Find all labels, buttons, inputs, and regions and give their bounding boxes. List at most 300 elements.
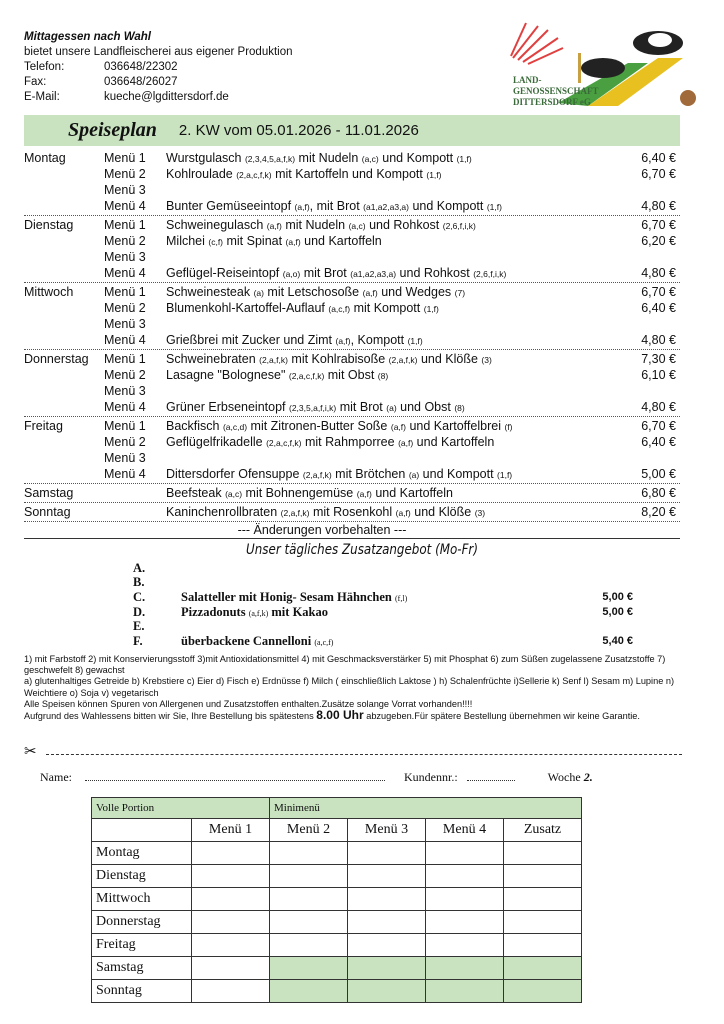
dish-text: Bunter Gemüseeintopf bbox=[166, 198, 295, 213]
dish bbox=[166, 217, 620, 234]
dish bbox=[166, 198, 620, 215]
dish-text: mit Nudeln bbox=[281, 217, 349, 232]
menu-row bbox=[24, 265, 680, 281]
week-value: 2. bbox=[583, 770, 593, 784]
allergen-codes: (f,l) bbox=[395, 593, 408, 603]
order-cell[interactable] bbox=[348, 934, 426, 957]
dish bbox=[181, 634, 573, 649]
menu-row bbox=[24, 198, 680, 214]
plan-title-band bbox=[24, 115, 680, 146]
extras-list bbox=[133, 561, 633, 649]
menu-row bbox=[24, 399, 680, 415]
order-text: abzugeben.Für spätere Bestellung übernehmen wir keine Garantie. bbox=[363, 711, 640, 722]
dish bbox=[166, 367, 620, 384]
dish-text: und Wedges bbox=[377, 284, 455, 299]
allergen-codes: (8) bbox=[377, 370, 389, 381]
allergen-codes: (2,a,f,k) bbox=[388, 354, 418, 365]
menu-number: Menü 1 bbox=[104, 285, 146, 299]
name-label: Name: bbox=[40, 770, 72, 784]
order-cell[interactable] bbox=[426, 934, 504, 957]
menu-row bbox=[24, 332, 680, 348]
menu-row bbox=[24, 351, 680, 367]
allergen-codes: (7) bbox=[454, 287, 466, 298]
day-block bbox=[24, 149, 680, 216]
menu-number: Menü 2 bbox=[104, 167, 146, 181]
dish-text: und Klöße bbox=[417, 351, 482, 366]
order-cell[interactable] bbox=[192, 888, 270, 911]
plan-week: 2. KW vom 05.01.2026 - 11.01.2026 bbox=[178, 122, 419, 139]
allergen-codes: (8) bbox=[454, 402, 465, 413]
price: 4,80 € bbox=[641, 266, 676, 280]
traces-note: Alle Speisen können Spuren von Allergenen und Zusatzstoffen enthalten.Zusätze solange Vorrat vorhanden!!!! bbox=[24, 698, 473, 709]
dish-text: Schweinesteak bbox=[166, 284, 254, 299]
allergen-codes: (a,f) bbox=[398, 437, 414, 448]
dish bbox=[166, 233, 620, 250]
cooperative-logo bbox=[508, 18, 708, 113]
dish-text: mit Rosenkohl bbox=[309, 504, 396, 519]
dish-text: Geflügel-Reiseintopf bbox=[166, 265, 283, 280]
allergen-codes: (a,f,k) bbox=[248, 608, 269, 618]
contact-row bbox=[24, 75, 293, 90]
allergen-codes: (2,6,f,i,k) bbox=[473, 268, 507, 279]
price: 5,00 € bbox=[602, 606, 633, 619]
menu-number: Menü 3 bbox=[104, 250, 146, 264]
order-row bbox=[92, 888, 582, 911]
footer-legend bbox=[24, 654, 714, 722]
price: 6,40 € bbox=[641, 435, 676, 449]
dish-text: , Kompott bbox=[350, 332, 408, 347]
week-label: Woche bbox=[547, 770, 581, 784]
dish-text: , mit Brot bbox=[309, 198, 364, 213]
price: 7,30 € bbox=[641, 352, 676, 366]
contact-label: Telefon: bbox=[24, 61, 65, 73]
day-name: Mittwoch bbox=[24, 285, 74, 299]
allergen-codes: (a1,a2,a3,a) bbox=[363, 201, 409, 212]
corner-cell bbox=[92, 819, 192, 842]
dish-text: Dittersdorfer Ofensuppe bbox=[166, 466, 303, 481]
order-cell[interactable] bbox=[192, 911, 270, 934]
dish-text: und Kartoffelbrei bbox=[406, 418, 505, 433]
dish bbox=[166, 418, 620, 435]
dish-text: und Kompott bbox=[409, 198, 487, 213]
price: 6,70 € bbox=[641, 167, 676, 181]
dish-text: mit Kartoffeln und Kompott bbox=[271, 166, 427, 181]
order-row bbox=[92, 842, 582, 865]
allergen-codes: (a,c,f) bbox=[328, 303, 351, 314]
dish-text: und Obst bbox=[396, 399, 455, 414]
menu-row bbox=[24, 233, 680, 249]
dish-text: Wurstgulasch bbox=[166, 150, 245, 165]
customer-number-label: Kundennr.: bbox=[404, 770, 458, 784]
scissors-icon: ✂ bbox=[24, 743, 37, 760]
order-cell[interactable] bbox=[192, 934, 270, 957]
day-block bbox=[24, 417, 680, 484]
allergen-codes: (1,f) bbox=[456, 153, 472, 164]
allergen-codes: (a,c) bbox=[225, 488, 243, 499]
menu-row bbox=[24, 316, 680, 332]
order-cell[interactable] bbox=[426, 888, 504, 911]
price: 6,80 € bbox=[641, 486, 676, 500]
dish bbox=[166, 332, 620, 349]
menu-number: Menü 3 bbox=[104, 384, 146, 398]
allergen-codes: (c,f) bbox=[208, 236, 224, 247]
allergen-codes: (1,f) bbox=[486, 201, 502, 212]
dish-text: mit Brot bbox=[300, 265, 351, 280]
menu-number: Menü 3 bbox=[104, 183, 146, 197]
day-name: Donnerstag bbox=[24, 352, 89, 366]
price: 6,40 € bbox=[641, 151, 676, 165]
price: 5,00 € bbox=[641, 467, 676, 481]
menu-row bbox=[24, 284, 680, 300]
allergen-codes: (3) bbox=[481, 354, 492, 365]
menu-row bbox=[24, 450, 680, 466]
menu-number: Menü 4 bbox=[104, 467, 146, 481]
dish-text: mit Nudeln bbox=[295, 150, 362, 165]
dish bbox=[166, 351, 620, 368]
dish-text: mit Kompott bbox=[350, 300, 424, 315]
allergen-codes: (1,f) bbox=[407, 335, 423, 346]
allergen-codes: (a) bbox=[386, 402, 397, 413]
customer-number-field[interactable] bbox=[467, 771, 515, 781]
allergen-codes: (2,3,4,5,a,f,k) bbox=[244, 153, 296, 164]
dish-text: und Klöße bbox=[410, 504, 475, 519]
allergen-codes: (2,a,c,f,k) bbox=[288, 370, 325, 381]
order-row bbox=[92, 957, 582, 980]
allergen-codes: (2,6,f,i,k) bbox=[442, 220, 476, 231]
column-header: Menü 3 bbox=[348, 819, 426, 842]
extra-item bbox=[133, 590, 633, 605]
allergen-codes: (a,f) bbox=[390, 421, 406, 432]
order-cell[interactable] bbox=[504, 842, 582, 865]
order-form-header bbox=[40, 770, 680, 785]
allergen-codes: (a1,a2,a3,a) bbox=[350, 268, 397, 279]
menu-number: Menü 1 bbox=[104, 352, 146, 366]
allergen-codes: (2,a,c,f,k) bbox=[266, 437, 302, 448]
allergens-legend: a) glutenhaltiges Getreide b) Krebstiere c) Eier d) Fisch e) Erdnüsse f) Milch ( einschließlich Laktose ) h) Schalenfrüchte i)Sellerie k) Senf l) Sesam m) Lupine n) Weichtiere o) Soja v) vegetarisch bbox=[24, 676, 675, 698]
menu-row bbox=[24, 434, 680, 450]
plan-title: Speiseplan bbox=[68, 119, 157, 141]
order-cell[interactable] bbox=[270, 911, 348, 934]
row-day: Sonntag bbox=[92, 980, 192, 1003]
extra-letter: A. bbox=[133, 560, 146, 575]
dish-text: und Rohkost bbox=[365, 217, 443, 232]
contact-value: 036648/26027 bbox=[104, 76, 178, 88]
dish bbox=[166, 300, 620, 317]
full-portion-header: Volle Portion bbox=[92, 798, 270, 819]
order-row bbox=[92, 911, 582, 934]
allergen-codes: (a,f) bbox=[356, 488, 372, 499]
order-cell[interactable] bbox=[348, 865, 426, 888]
order-cell[interactable] bbox=[348, 957, 426, 980]
allergen-codes: (a,f) bbox=[266, 220, 282, 231]
name-field[interactable] bbox=[85, 771, 385, 781]
order-cell[interactable] bbox=[270, 842, 348, 865]
dish-text: Pizzadonuts bbox=[181, 604, 249, 619]
cut-line bbox=[24, 743, 682, 760]
order-cell[interactable] bbox=[426, 842, 504, 865]
dish-text: mit Brot bbox=[336, 399, 387, 414]
order-time: 8.00 Uhr bbox=[316, 708, 364, 723]
day-block bbox=[24, 283, 680, 350]
additives-legend: 1) mit Farbstoff 2) mit Konservierungsstoff 3)mit Antioxidationsmittel 4) mit Geschmacksverstärker 5) mit Phosphat 6) zum Süßen zugelassene Zusatzstoffe 7) geschwefelt 8) gewachst bbox=[24, 654, 666, 676]
price: 4,80 € bbox=[641, 199, 676, 213]
extra-item bbox=[133, 561, 633, 576]
dish bbox=[166, 166, 620, 183]
dish-text: und Rohkost bbox=[396, 265, 474, 280]
order-row bbox=[92, 865, 582, 888]
order-cell[interactable] bbox=[504, 934, 582, 957]
order-cell[interactable] bbox=[348, 980, 426, 1003]
day-name: Samstag bbox=[24, 486, 74, 500]
logo-text: LAND- bbox=[513, 75, 542, 85]
order-cell[interactable] bbox=[504, 911, 582, 934]
order-cell[interactable] bbox=[426, 957, 504, 980]
extra-item bbox=[133, 634, 633, 649]
dish-text: und Kompott bbox=[419, 466, 498, 481]
dish-text: Salatteller mit Honig- Sesam Hähnchen bbox=[181, 589, 396, 604]
dish bbox=[181, 605, 573, 620]
price: 4,80 € bbox=[641, 333, 676, 347]
allergen-codes: (2,a,f,k) bbox=[280, 507, 310, 518]
extra-item bbox=[133, 605, 633, 620]
order-row bbox=[92, 980, 582, 1003]
row-day: Montag bbox=[92, 842, 192, 865]
contact-value: 036648/22302 bbox=[104, 61, 178, 73]
order-cell[interactable] bbox=[192, 865, 270, 888]
allergen-codes: (a) bbox=[408, 469, 420, 480]
menu-number: Menü 4 bbox=[104, 266, 146, 280]
menu-number: Menü 1 bbox=[104, 419, 146, 433]
menu-row bbox=[24, 300, 680, 316]
allergen-codes: (a,f) bbox=[395, 507, 411, 518]
menu-number: Menü 3 bbox=[104, 317, 146, 331]
dish-text: Geflügelfrikadelle bbox=[166, 434, 267, 449]
dish-text: Lasagne "Bolognese" bbox=[166, 367, 289, 382]
day-name: Montag bbox=[24, 151, 66, 165]
dish bbox=[166, 485, 620, 502]
extra-letter: C. bbox=[133, 589, 146, 604]
dish-text: Schweinebraten bbox=[166, 351, 260, 366]
dish bbox=[166, 504, 620, 521]
column-header: Menü 4 bbox=[426, 819, 504, 842]
allergen-codes: (a,c) bbox=[361, 153, 379, 164]
allergen-codes: (3) bbox=[474, 507, 486, 518]
dish bbox=[181, 590, 573, 605]
order-cell[interactable] bbox=[192, 980, 270, 1003]
row-day: Donnerstag bbox=[92, 911, 192, 934]
header-title: Mittagessen nach Wahl bbox=[24, 31, 151, 43]
order-cell[interactable] bbox=[270, 980, 348, 1003]
order-cell[interactable] bbox=[270, 888, 348, 911]
contact-row bbox=[24, 90, 293, 105]
contact-value: kueche@lgdittersdorf.de bbox=[104, 91, 229, 103]
order-cell[interactable] bbox=[348, 842, 426, 865]
price: 6,70 € bbox=[641, 419, 676, 433]
menu-row bbox=[24, 485, 680, 501]
allergen-codes: (a) bbox=[253, 287, 264, 298]
order-table bbox=[91, 797, 582, 1003]
allergen-codes: (f) bbox=[504, 421, 513, 432]
menu-number: Menü 2 bbox=[104, 368, 146, 382]
allergen-codes: (2,a,f,k) bbox=[259, 354, 288, 365]
day-block bbox=[24, 216, 680, 283]
mini-menu-header: Minimenü bbox=[270, 798, 582, 819]
order-cell[interactable] bbox=[192, 957, 270, 980]
allergen-codes: (2,a,c,f,k) bbox=[236, 169, 272, 180]
dish-text: mit Bohnengemüse bbox=[242, 485, 357, 500]
extras-title: Unser tägliches Zusatzangebot (Mo-Fr) bbox=[246, 542, 478, 558]
dish bbox=[166, 284, 620, 301]
menu-row bbox=[24, 383, 680, 399]
svg-text:DITTERSDORF eG: DITTERSDORF eG bbox=[513, 97, 591, 107]
menu-number: Menü 4 bbox=[104, 400, 146, 414]
extra-item bbox=[133, 619, 633, 634]
allergen-codes: (a,f) bbox=[294, 201, 310, 212]
extra-item bbox=[133, 576, 633, 591]
menu-row bbox=[24, 249, 680, 265]
menu-number: Menü 2 bbox=[104, 234, 146, 248]
price: 6,10 € bbox=[641, 368, 676, 382]
row-day: Dienstag bbox=[92, 865, 192, 888]
dish-text: mit Brötchen bbox=[331, 466, 409, 481]
menu-number: Menü 4 bbox=[104, 199, 146, 213]
dish-text: mit Obst bbox=[324, 367, 378, 382]
dish-text: mit Spinat bbox=[223, 233, 286, 248]
order-text: Aufgrund des Wahlessens bitten wir Sie, Ihre Bestellung bis spätestens bbox=[24, 711, 317, 722]
extra-letter: E. bbox=[133, 619, 145, 634]
order-cell[interactable] bbox=[426, 980, 504, 1003]
order-cell[interactable] bbox=[348, 911, 426, 934]
allergen-codes: (a,f) bbox=[362, 287, 378, 298]
allergen-codes: (2,a,f,k) bbox=[302, 469, 332, 480]
dish-text: Schweinegulasch bbox=[166, 217, 267, 232]
allergen-codes: (1,f) bbox=[426, 169, 442, 180]
allergen-codes: (1,f) bbox=[497, 469, 513, 480]
price: 5,00 € bbox=[602, 591, 633, 604]
dish-text: Kaninchenrollbraten bbox=[166, 504, 281, 519]
dish-text: mit Kohlrabisoße bbox=[287, 351, 389, 366]
order-cell[interactable] bbox=[504, 957, 582, 980]
price: 6,70 € bbox=[641, 285, 676, 299]
order-cell[interactable] bbox=[270, 957, 348, 980]
dish-text: und Kompott bbox=[378, 150, 457, 165]
menu-row bbox=[24, 150, 680, 166]
row-day: Freitag bbox=[92, 934, 192, 957]
changes-note: --- Änderungen vorbehalten --- bbox=[24, 522, 680, 539]
allergen-codes: (1,f) bbox=[423, 303, 439, 314]
menu-number: Menü 3 bbox=[104, 451, 146, 465]
allergen-codes: (a,c,f) bbox=[314, 637, 334, 647]
order-cell[interactable] bbox=[270, 934, 348, 957]
contact-label: E-Mail: bbox=[24, 91, 60, 103]
price: 5,40 € bbox=[602, 635, 633, 648]
dish-text: mit Zitronen-Butter Soße bbox=[247, 418, 391, 433]
svg-text:GENOSSENSCHAFT: GENOSSENSCHAFT bbox=[513, 86, 599, 96]
order-cell[interactable] bbox=[348, 888, 426, 911]
menu-row bbox=[24, 466, 680, 482]
header-subtitle: bietet unsere Landfleischerei aus eigener Produktion bbox=[24, 46, 293, 58]
menu-row bbox=[24, 504, 680, 520]
dish-text: und Kartoffeln bbox=[413, 434, 495, 449]
menu-number: Menü 1 bbox=[104, 218, 146, 232]
column-header: Menü 2 bbox=[270, 819, 348, 842]
day-block bbox=[24, 503, 680, 522]
menu-list bbox=[24, 149, 680, 539]
menu-row bbox=[24, 166, 680, 182]
day-name: Freitag bbox=[24, 419, 63, 433]
order-cell[interactable] bbox=[426, 911, 504, 934]
allergen-codes: (a,f) bbox=[335, 335, 351, 346]
order-cell[interactable] bbox=[270, 865, 348, 888]
price: 4,80 € bbox=[641, 400, 676, 414]
column-header: Menü 1 bbox=[192, 819, 270, 842]
dish-text: Beefsteak bbox=[166, 485, 226, 500]
dish-text: Blumenkohl-Kartoffel-Auflauf bbox=[166, 300, 329, 315]
menu-row bbox=[24, 367, 680, 383]
dish bbox=[166, 434, 620, 451]
contact-row bbox=[24, 60, 293, 75]
allergen-codes: (a,c,d) bbox=[222, 421, 248, 432]
menu-number: Menü 2 bbox=[104, 301, 146, 315]
order-cell[interactable] bbox=[192, 842, 270, 865]
dish-text: Milchei bbox=[166, 233, 209, 248]
dish bbox=[166, 399, 620, 416]
menu-number: Menü 4 bbox=[104, 333, 146, 347]
menu-number: Menü 2 bbox=[104, 435, 146, 449]
dish-text: mit Letschosoße bbox=[263, 284, 363, 299]
extra-letter: D. bbox=[133, 604, 146, 619]
contact-label: Fax: bbox=[24, 76, 47, 88]
allergen-codes: (2,3,5,a,f,i,k) bbox=[289, 402, 337, 413]
menu-row bbox=[24, 182, 680, 198]
extra-letter: F. bbox=[133, 633, 143, 648]
dish-text: mit Kakao bbox=[268, 604, 328, 619]
day-name: Dienstag bbox=[24, 218, 74, 232]
day-name: Sonntag bbox=[24, 505, 71, 519]
menu-row bbox=[24, 418, 680, 434]
dish bbox=[166, 466, 620, 483]
dish bbox=[166, 265, 620, 282]
price: 6,70 € bbox=[641, 218, 676, 232]
dish-text: überbackene Cannelloni bbox=[181, 633, 315, 648]
row-day: Samstag bbox=[92, 957, 192, 980]
dish-text: und Kartoffeln bbox=[300, 233, 382, 248]
allergen-codes: (a,f) bbox=[285, 236, 301, 247]
order-cell[interactable] bbox=[504, 865, 582, 888]
order-row bbox=[92, 934, 582, 957]
column-header: Zusatz bbox=[504, 819, 582, 842]
allergen-codes: (a,o) bbox=[282, 268, 301, 279]
dish bbox=[166, 150, 620, 167]
dish-text: und Kartoffeln bbox=[371, 485, 453, 500]
dish-text: mit Rahmporree bbox=[301, 434, 399, 449]
dish-text: Backfisch bbox=[166, 418, 223, 433]
row-day: Mittwoch bbox=[92, 888, 192, 911]
day-block bbox=[24, 350, 680, 417]
header-info bbox=[24, 30, 293, 105]
dish-text: Grüner Erbseneintopf bbox=[166, 399, 289, 414]
extra-letter: B. bbox=[133, 575, 145, 590]
allergen-codes: (a,c) bbox=[348, 220, 366, 231]
order-deadline-note bbox=[24, 710, 714, 722]
price: 6,40 € bbox=[641, 301, 676, 315]
menu-row bbox=[24, 217, 680, 233]
order-cell[interactable] bbox=[426, 865, 504, 888]
order-cell[interactable] bbox=[504, 888, 582, 911]
order-cell[interactable] bbox=[504, 980, 582, 1003]
dish-text: Kohlroulade bbox=[166, 166, 237, 181]
day-block bbox=[24, 484, 680, 503]
